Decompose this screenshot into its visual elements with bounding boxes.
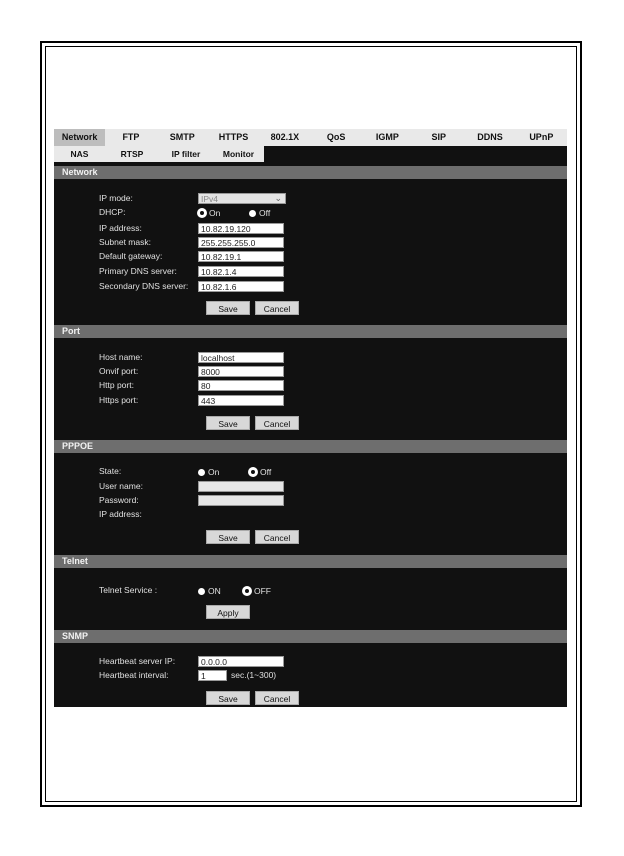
heartbeat-interval-unit: sec.(1~300)	[231, 670, 277, 680]
http-port-input[interactable]: 80	[198, 380, 284, 391]
tab-igmp[interactable]: IGMP	[375, 132, 399, 142]
snmp-cancel-button[interactable]: Cancel	[255, 691, 299, 705]
radio-selected-icon	[249, 468, 257, 476]
tab-ftp[interactable]: FTP	[122, 132, 140, 142]
heartbeat-interval-label: Heartbeat interval:	[99, 670, 169, 680]
pppoe-state-label: State:	[99, 466, 122, 476]
tab-upnp[interactable]: UPnP	[529, 132, 554, 142]
network-settings-panel	[54, 129, 567, 707]
dhcp-off-label: Off	[259, 208, 271, 218]
dhcp-on-radio[interactable]	[198, 208, 220, 218]
section-header-telnet: Telnet	[54, 555, 567, 568]
ip-mode-label: IP mode:	[99, 193, 133, 203]
dhcp-on-label: On	[209, 208, 221, 218]
tab-https[interactable]: HTTPS	[218, 132, 249, 142]
telnet-service-label: Telnet Service :	[99, 585, 158, 595]
tab-nas[interactable]: NAS	[54, 146, 105, 162]
heartbeat-ip-input[interactable]: 0.0.0.0	[198, 656, 284, 667]
radio-selected-icon	[198, 209, 206, 217]
pppoe-on-radio[interactable]	[198, 467, 219, 477]
pppoe-user-input[interactable]	[198, 481, 284, 492]
tab-monitor[interactable]: Monitor	[213, 146, 264, 162]
section-header-pppoe: PPPOE	[54, 440, 567, 453]
snmp-save-button[interactable]: Save	[206, 691, 250, 705]
tab-bar-primary	[54, 129, 567, 146]
tab-bar-secondary	[54, 146, 264, 162]
pppoe-save-button[interactable]: Save	[206, 530, 250, 544]
pppoe-password-label: Password:	[99, 495, 139, 505]
secondary-dns-input[interactable]: 10.82.1.6	[198, 281, 284, 292]
telnet-apply-button[interactable]: Apply	[206, 605, 250, 619]
primary-dns-input[interactable]: 10.82.1.4	[198, 266, 284, 277]
default-gateway-label: Default gateway:	[99, 251, 163, 261]
pppoe-ip-label: IP address:	[99, 509, 142, 519]
radio-unselected-icon	[249, 210, 256, 217]
ip-address-input[interactable]: 10.82.19.120	[198, 223, 284, 234]
tab-network[interactable]: Network	[54, 129, 105, 146]
section-header-network: Network	[54, 166, 567, 179]
heartbeat-interval-input[interactable]: 1	[198, 670, 227, 681]
host-name-label: Host name:	[99, 352, 143, 362]
dhcp-off-radio[interactable]	[249, 208, 270, 218]
tab-8021x[interactable]: 802.1X	[270, 132, 300, 142]
pppoe-cancel-button[interactable]: Cancel	[255, 530, 299, 544]
telnet-off-radio[interactable]	[243, 586, 271, 596]
subnet-mask-input[interactable]: 255.255.255.0	[198, 237, 284, 248]
radio-selected-icon	[243, 587, 251, 595]
radio-unselected-icon	[198, 469, 205, 476]
https-port-input[interactable]: 443	[198, 395, 284, 406]
onvif-port-input[interactable]: 8000	[198, 366, 284, 377]
pppoe-off-label: Off	[260, 467, 272, 477]
pppoe-user-label: User name:	[99, 481, 143, 491]
port-save-button[interactable]: Save	[206, 416, 250, 430]
section-header-port: Port	[54, 325, 567, 338]
section-header-snmp: SNMP	[54, 630, 567, 643]
radio-unselected-icon	[198, 588, 205, 595]
pppoe-on-label: On	[208, 467, 220, 477]
pppoe-password-input[interactable]	[198, 495, 284, 506]
secondary-dns-label: Secondary DNS server:	[99, 281, 189, 291]
chevron-down-icon: ⌄	[274, 193, 282, 203]
telnet-on-radio[interactable]	[198, 586, 221, 596]
tab-qos[interactable]: QoS	[326, 132, 346, 142]
ip-address-label: IP address:	[99, 223, 142, 233]
host-name-input[interactable]: localhost	[198, 352, 284, 363]
subnet-mask-label: Subnet mask:	[99, 237, 151, 247]
http-port-label: Http port:	[99, 380, 134, 390]
ip-mode-select[interactable]	[198, 193, 286, 204]
tab-ip-filter[interactable]: IP filter	[159, 146, 213, 162]
https-port-label: Https port:	[99, 395, 139, 405]
network-save-button[interactable]: Save	[206, 301, 250, 315]
tab-rtsp[interactable]: RTSP	[105, 146, 159, 162]
tab-smtp[interactable]: SMTP	[169, 132, 195, 142]
network-cancel-button[interactable]: Cancel	[255, 301, 299, 315]
primary-dns-label: Primary DNS server:	[99, 266, 177, 276]
heartbeat-ip-label: Heartbeat server IP:	[99, 656, 176, 666]
tab-sip[interactable]: SIP	[431, 132, 446, 142]
telnet-off-label: OFF	[254, 586, 271, 596]
tab-ddns[interactable]: DDNS	[477, 132, 503, 142]
default-gateway-input[interactable]: 10.82.19.1	[198, 251, 284, 262]
telnet-on-label: ON	[208, 586, 221, 596]
onvif-port-label: Onvif port:	[99, 366, 139, 376]
port-cancel-button[interactable]: Cancel	[255, 416, 299, 430]
dhcp-label: DHCP:	[99, 207, 126, 217]
ip-mode-value: IPv4	[201, 194, 219, 204]
pppoe-off-radio[interactable]	[249, 467, 271, 477]
